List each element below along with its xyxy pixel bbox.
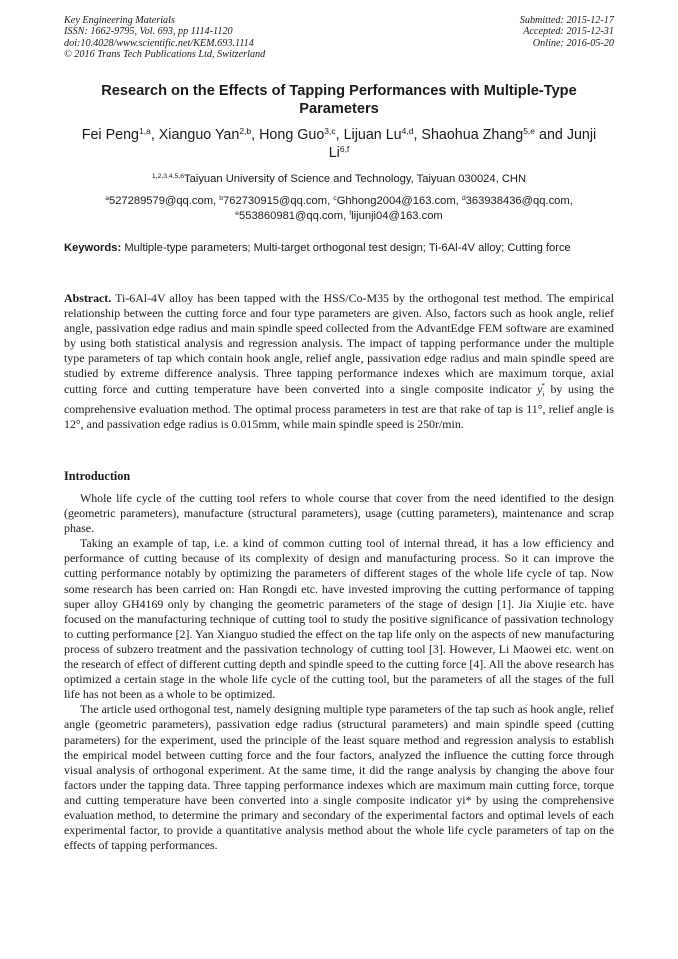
author-affiliation-sup: 4,d xyxy=(401,126,414,136)
author-affiliation-sup: 5,e xyxy=(523,126,536,136)
author-affiliation-sup: 2,b xyxy=(239,126,252,136)
affiliation-sup: 1,2,3,4,5,6 xyxy=(151,173,185,180)
paragraph: The article used orthogonal test, namely designing multiple type parameters of the tap such as hook angle, relief angle (geometric parameters), passivation edge radius (structural parameters) and main spindle speed (cutting parameters) for the experiment, used the principle of the least square method and regression analysis to establish the empirical model between cutting force and the four factors, analyzed the influence the cutting force through visual analysis of orthogonal experiment. At the same time, it did the range analysis by changing the above four factors under the tapping data. Three tapping performance indexes which are maximum main cutting force, torque and cutting temperature have been converted into a single composite indicator yi* by using the comprehensive evaluation method, to determine the primary and secondary of the experimental factors and optimal levels of each experimental factor, to provide a quantitative analysis method about the whole life cycle parameters of tap on the effects of tapping performances. xyxy=(64,702,614,853)
email-address[interactable]: 527289579@qq.com xyxy=(108,195,214,207)
email-sup: f xyxy=(349,210,352,217)
paragraph: Whole life cycle of the cutting tool refers to whole course that cover from the need identified to the design (geometric parameters), manufacture (structural parameters), usage (cutting parameters), maintenance and scrap phase. xyxy=(64,491,614,536)
journal-issn: ISSN: 1662-9795, Vol. 693, pp 1114-1120 xyxy=(64,26,233,38)
author-name: Xianguo Yan xyxy=(158,127,240,143)
author-name: Lijuan Lu xyxy=(343,127,402,143)
email-sup: d xyxy=(461,195,466,202)
submitted-date: Submitted: 2015-12-17 xyxy=(519,15,614,26)
email-sup: a xyxy=(105,195,109,202)
keywords-text: Multiple-type parameters; Multi-target orthogonal test design; Ti-6Al-4V alloy; Cutting force xyxy=(124,242,571,254)
email-address[interactable]: 762730915@qq.com xyxy=(223,195,328,207)
author-separator: and xyxy=(535,127,567,143)
author-name: Hong Guo xyxy=(259,127,325,143)
author-name: Junji Li xyxy=(328,127,597,161)
journal-header xyxy=(64,15,265,60)
keywords xyxy=(64,241,614,256)
affiliation xyxy=(70,172,608,186)
indicator-symbol: y xyxy=(537,381,543,396)
abstract-label: Abstract. xyxy=(64,291,112,305)
doi-link[interactable]: doi:10.4028/www.scientific.net/KEM.693.1114 xyxy=(64,37,254,49)
abstract xyxy=(64,291,614,432)
paper-title: Research on the Effects of Tapping Performances with Multiple-Type Parameters xyxy=(101,83,577,117)
author-affiliation-sup: 3,c xyxy=(324,126,336,136)
author-name: Fei Peng xyxy=(81,127,139,143)
copyright-notice: © 2016 Trans Tech Publications Ltd, Switzerland xyxy=(64,48,266,60)
abstract-text-end: by using the comprehensive evaluation method. The optimal process parameters in test are that rake of tap is 11°, relief angle is 12°, and passivation edge radius is 0.015mm, while main spindle speed is 250r/min. xyxy=(64,381,614,432)
email-separator: , xyxy=(213,195,220,207)
affiliation-text: Taiyuan University of Science and Technology, Taiyuan 030024, CHN xyxy=(184,173,527,185)
indicator-subscript: i xyxy=(542,389,545,398)
email-address[interactable]: 553860981@qq.com xyxy=(239,210,344,222)
paragraph: Taking an example of tap, i.e. a kind of common cutting tool of internal thread, it has a low efficiency and performance of cutting because of its complexity of design and manufacturing process. So it can improve the cutting performance notably by optimizing the parameters of different stages of the whole life cycle of tap. Now some research has been carried on: Han Rongdi etc. have invested improving the cutting performance of tapping super alloy GH4169 only by changing the geometric parameters of the stage of design [1]. Jia Xiujie etc. have focused on the manufacturing technique of cutting tool to study the positive significance of passivation technology to cutting performance [2]. Yan Xianguo studied the effect on the tap life only on the aspects of new manufacturing process of subzero treatment and the passivation technology of cutting tool [3]. However, Li Maowei etc. went on the research of effect of different cutting depth and spindle speed to the cutting force [4]. All the above research has optimized a certain stage in the whole life cycle of the cutting tool, but the parameters of all the stages of the full life has not been as a whole to be optimized. xyxy=(64,536,614,702)
email-sup: e xyxy=(235,210,240,217)
author-affiliation-sup: 1,a xyxy=(138,126,151,136)
keywords-label: Keywords: xyxy=(64,242,122,254)
author-separator: , xyxy=(413,127,422,143)
email-address[interactable]: Ghhong2004@163.com xyxy=(336,195,456,207)
email-separator: , xyxy=(569,195,573,207)
author-name: Shaohua Zhang xyxy=(421,127,524,143)
author-separator: , xyxy=(335,127,344,143)
email-address[interactable]: 363938436@qq.com xyxy=(465,195,570,207)
author-separator: , xyxy=(251,127,260,143)
author-separator: , xyxy=(150,127,159,143)
abstract-text: Ti-6Al-4V alloy has been tapped with the HSS/Co-M35 by the orthogonal test method. The empirical relationship between the cutting force and four type parameters are given. Also, factors such as hook angle, relief angle, passivation edge radius and main spindle speed collected from the AdvantEdge FEM software are examined by using both statistical analysis and regression analysis. The impact of tapping performance under the multiple type parameters of tap which contain hook angle, relief angle, passivation edge radius and main spindle speed are studied by extreme difference analysis. Three tapping performance indexes which are maximum torque, axial cutting force and cutting temperature have been converted into a single composite indicator xyxy=(64,291,614,396)
email-sup: b xyxy=(219,195,224,202)
journal-name: Key Engineering Materials xyxy=(64,15,175,26)
indicator-superscript: * xyxy=(541,381,545,390)
email-separator: , xyxy=(455,195,462,207)
introduction-body xyxy=(64,491,614,853)
email-address[interactable]: lijunji04@163.com xyxy=(351,210,443,222)
submission-dates xyxy=(520,15,614,49)
author-list xyxy=(70,126,608,162)
accepted-date: Accepted: 2015-12-31 xyxy=(523,26,614,38)
author-affiliation-sup: 6,f xyxy=(339,144,350,154)
email-separator: , xyxy=(343,210,350,222)
email-sup: c xyxy=(333,195,337,202)
section-heading-introduction: Introduction xyxy=(64,469,131,483)
online-date: Online: 2016-05-20 xyxy=(532,37,614,49)
composite-indicator xyxy=(537,382,545,396)
email-list xyxy=(70,194,608,224)
email-separator: , xyxy=(327,195,334,207)
